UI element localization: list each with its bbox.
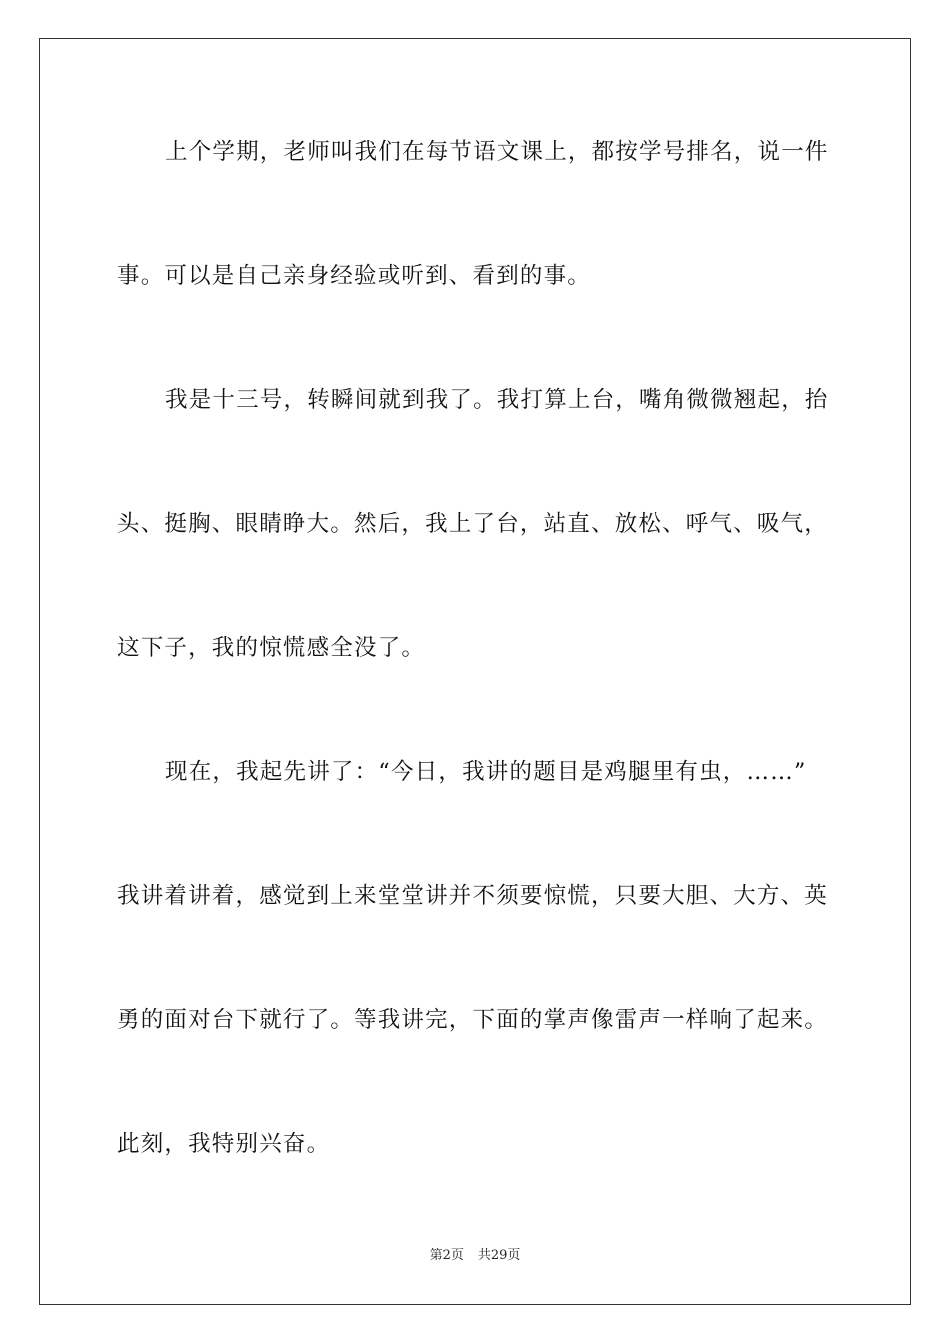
page-number: 第2页 (429, 1248, 464, 1263)
paragraph-line-4: 头、挺胸、眼睛睁大。然后，我上了台，站直、放松、呼气、吸气， (117, 511, 829, 537)
paragraph-line-6: 现在，我起先讲了：“今日，我讲的题目是鸡腿里有虫，……” (165, 759, 807, 785)
paragraph-line-7: 我讲着讲着，感觉到上来堂堂讲并不须要惊慌，只要大胆、大方、英 (117, 883, 829, 909)
paragraph-line-2: 事。可以是自己亲身经验或听到、看到的事。 (117, 263, 592, 289)
page-total: 共29页 (477, 1248, 521, 1263)
paragraph-line-8: 勇的面对台下就行了。等我讲完，下面的掌声像雷声一样响了起来。 (117, 1007, 829, 1033)
page-border (39, 38, 911, 1305)
paragraph-line-5: 这下子，我的惊慌感全没了。 (117, 635, 426, 661)
paragraph-line-1: 上个学期，老师叫我们在每节语文课上，都按学号排名，说一件 (165, 139, 829, 165)
page-footer (0, 1247, 950, 1265)
paragraph-line-9: 此刻，我特别兴奋。 (117, 1131, 331, 1157)
paragraph-line-3: 我是十三号，转瞬间就到我了。我打算上台，嘴角微微翘起，抬 (165, 387, 829, 413)
